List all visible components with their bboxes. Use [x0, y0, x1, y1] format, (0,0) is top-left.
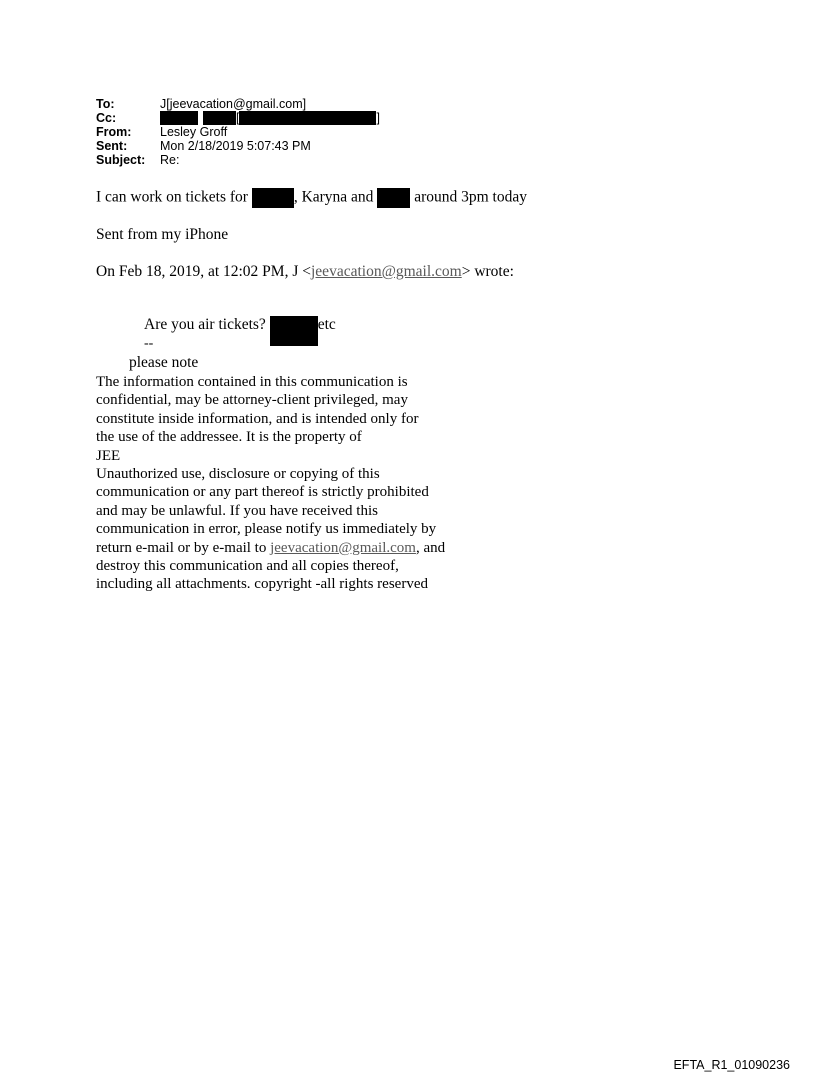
disclaimer [96, 373, 445, 594]
disclaimer-line: the use of the addressee. It is the property of [96, 429, 362, 446]
disclaimer-line: Unauthorized use, disclosure or copying of this [96, 466, 380, 483]
redaction-box [252, 188, 294, 208]
disclaimer-text: , and [415, 539, 446, 556]
email-header [96, 97, 380, 167]
disclaimer-line: communication or any part thereof is strictly prohibited [96, 484, 429, 501]
disclaimer-line: The information contained in this communication is [96, 374, 408, 390]
cc-bracket-close: ] [376, 111, 380, 125]
quoted-text: Are you air tickets? [144, 316, 266, 333]
redaction-box [270, 316, 318, 346]
subject-value: Re: [160, 153, 180, 167]
to-label: To: [96, 97, 115, 111]
email-link[interactable]: jeevacation@gmail.com [311, 263, 462, 280]
message-text: around 3pm today [414, 188, 527, 206]
disclaimer-line: including all attachments. copyright -all rights reserved [96, 576, 428, 593]
from-value: Lesley Groff [160, 125, 228, 139]
quoted-question [144, 316, 336, 346]
subject-row [96, 153, 380, 167]
redaction-box [203, 111, 236, 125]
cc-label: Cc: [96, 111, 117, 125]
quoted-dashes: -- [144, 336, 154, 351]
quote-intro-text: > wrote: [461, 263, 514, 280]
message-text: I can work on tickets for [96, 188, 248, 206]
message-line-1 [96, 188, 527, 208]
to-row [96, 97, 380, 111]
cc-value [160, 111, 380, 125]
disclaimer-text: return e-mail or by e-mail to [96, 539, 271, 556]
document-id: EFTA_R1_01090236 [673, 1058, 790, 1072]
from-row [96, 125, 380, 139]
message-text: , Karyna and [293, 188, 374, 206]
sent-row [96, 139, 380, 153]
email-link[interactable]: jeevacation@gmail.com [270, 539, 416, 556]
cc-bracket-open: [ [236, 111, 240, 125]
quote-intro [96, 263, 514, 281]
sent-value: Mon 2/18/2019 5:07:43 PM [160, 139, 311, 153]
signature-line: Sent from my iPhone [96, 226, 229, 243]
disclaimer-line: confidential, may be attorney-client privileged, may [96, 392, 408, 409]
disclaimer-line: constitute inside information, and is intended only for [96, 410, 419, 427]
redaction-box [160, 111, 198, 125]
cc-row [96, 111, 380, 125]
from-label: From: [96, 125, 132, 139]
redaction-box [377, 188, 410, 208]
disclaimer-line: JEE [96, 447, 121, 464]
quote-intro-text: On Feb 18, 2019, at 12:02 PM, J < [96, 263, 311, 280]
to-value: J[jeevacation@gmail.com] [160, 97, 307, 111]
disclaimer-line [96, 539, 445, 557]
sent-label: Sent: [96, 139, 128, 153]
disclaimer-line: destroy this communication and all copies thereof, [96, 558, 399, 575]
quoted-text: etc [317, 316, 336, 333]
subject-label: Subject: [96, 153, 146, 167]
please-note: please note [129, 354, 199, 371]
disclaimer-line: communication in error, please notify us immediately by [96, 521, 437, 538]
disclaimer-line: and may be unlawful. If you have received this [96, 502, 378, 519]
redaction-box [239, 111, 376, 125]
